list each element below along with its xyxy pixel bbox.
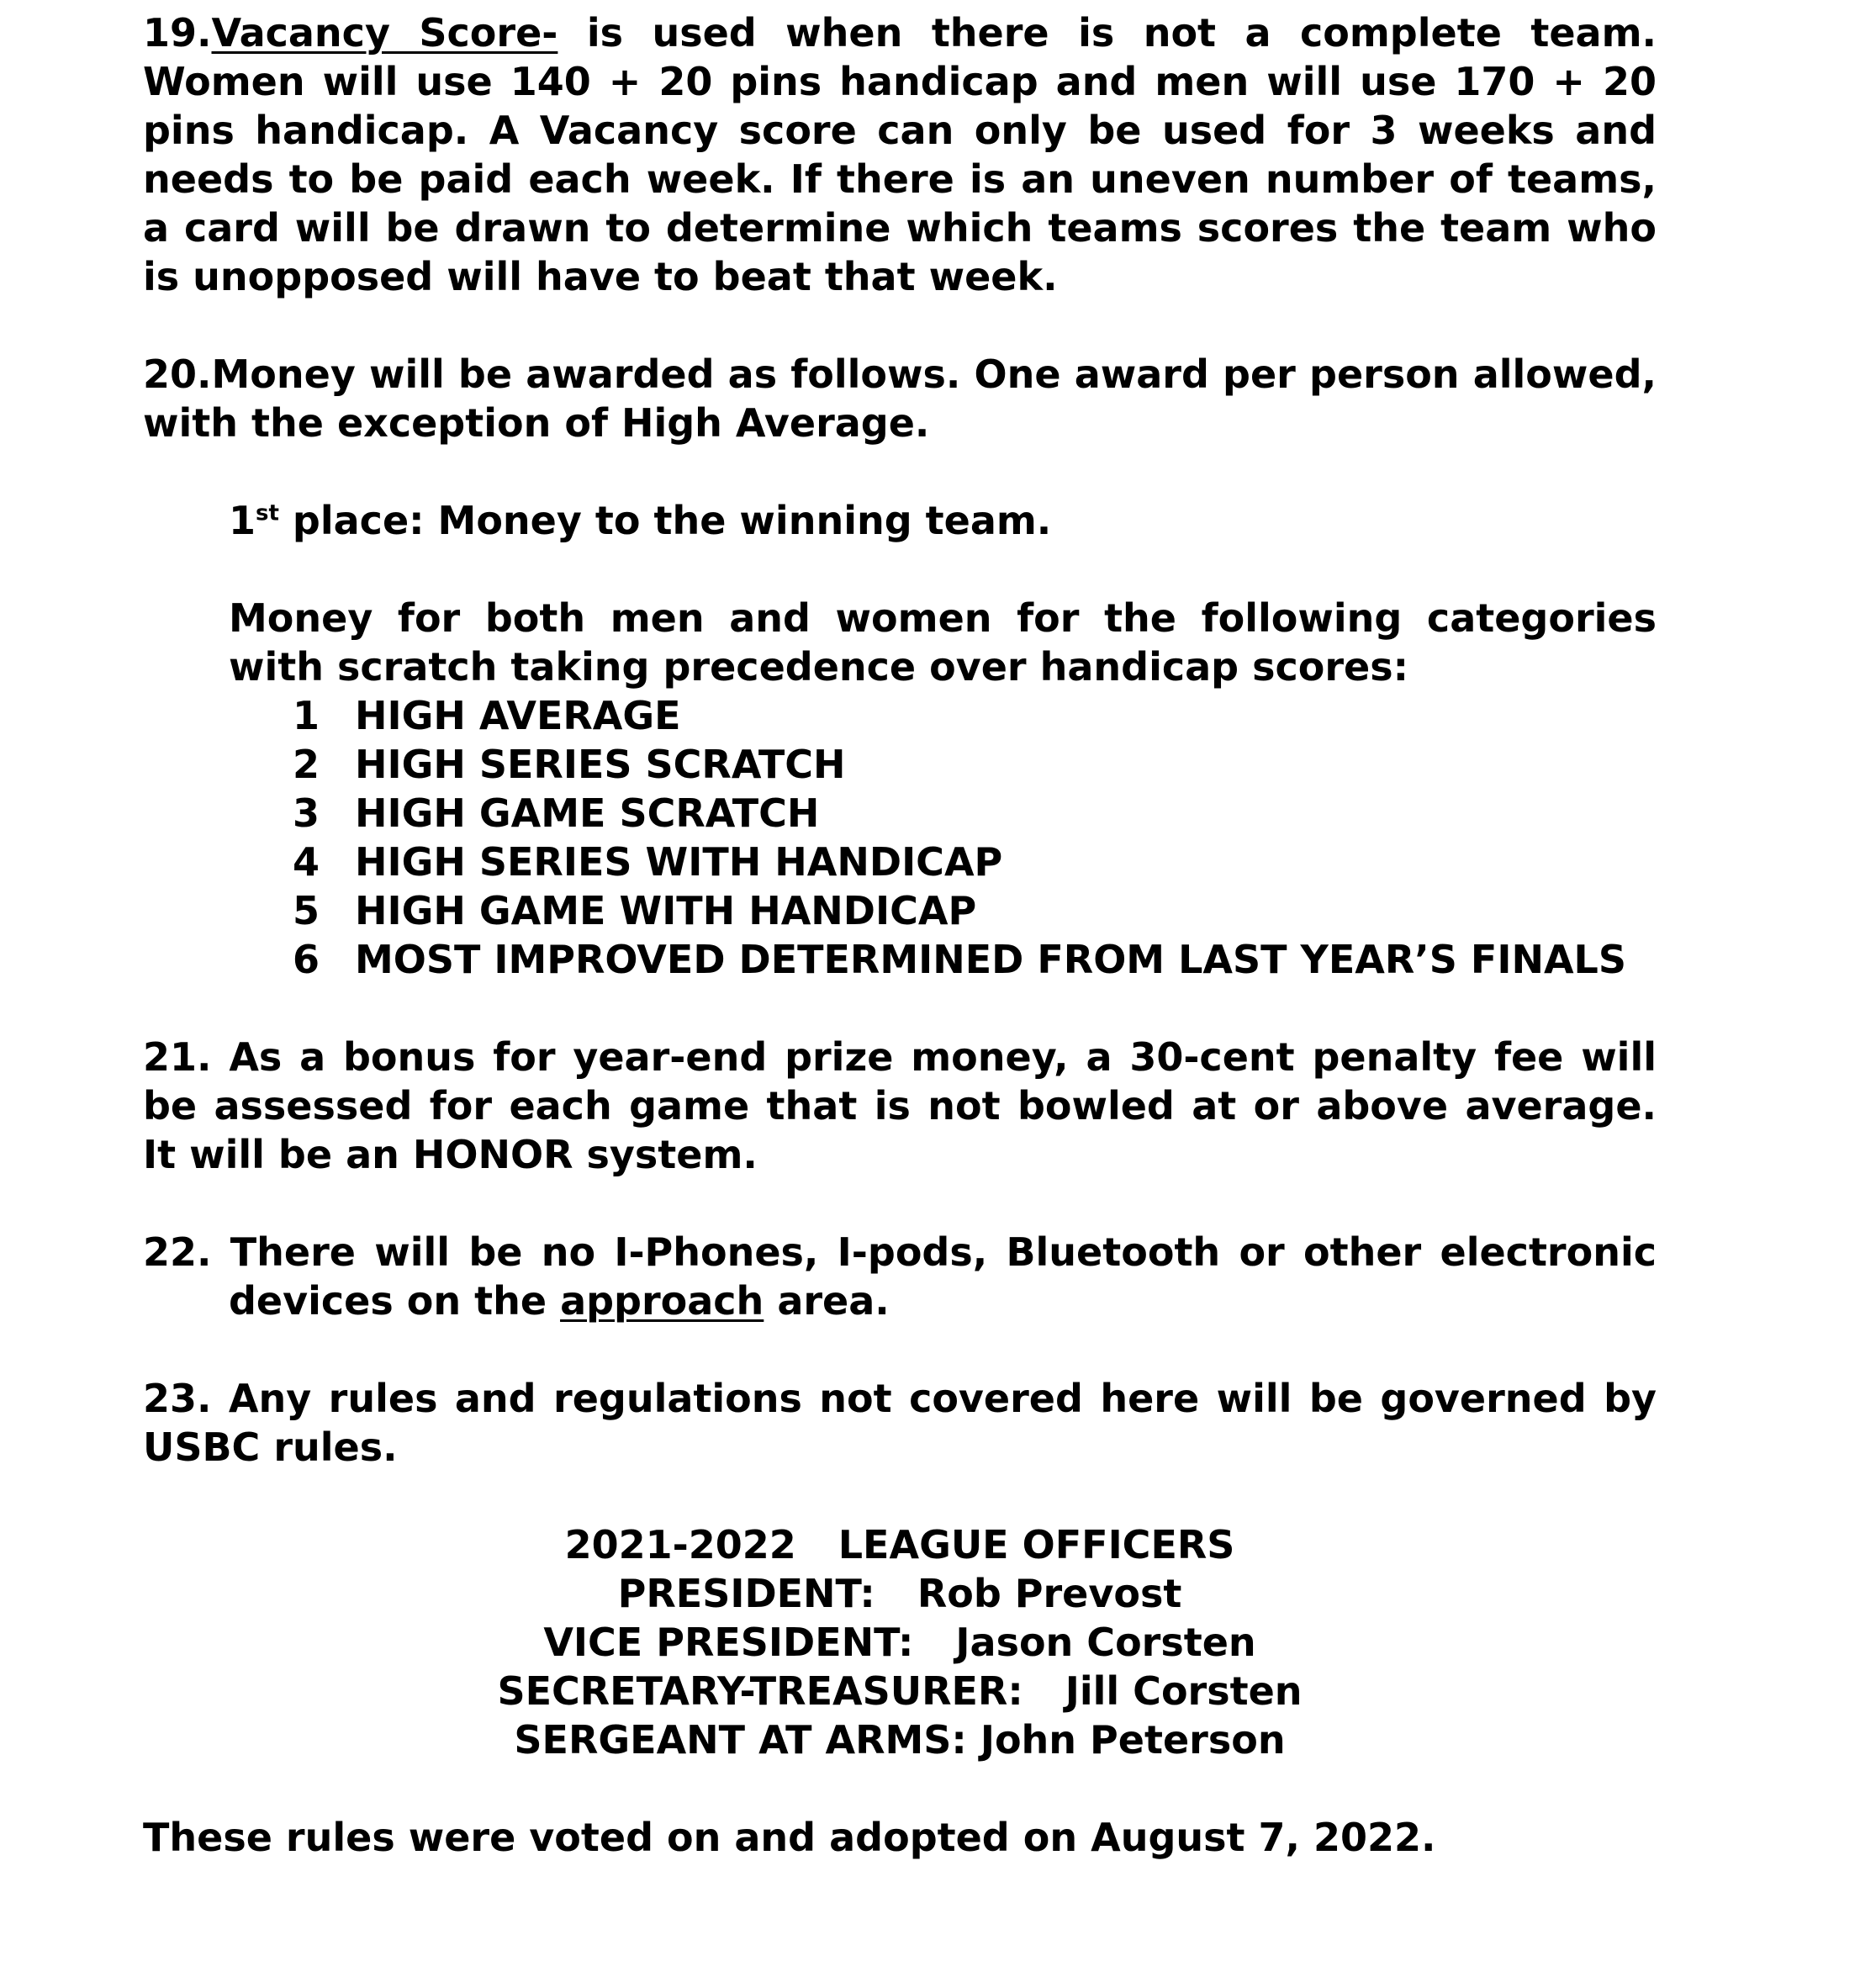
first-place-line — [143, 496, 1657, 545]
adoption-statement: These rules were voted on and adopted on August 7, 2022. — [143, 1815, 1436, 1860]
rule-22-underlined: approach — [560, 1278, 764, 1324]
rule-19-term: Vacancy Score- — [211, 10, 558, 56]
spacer — [143, 1472, 1657, 1520]
document-page — [143, 8, 1657, 1862]
categories-list — [143, 691, 1657, 984]
officers-heading — [143, 1520, 1657, 1569]
spacer — [143, 1179, 1657, 1228]
officer-secretary-treasurer — [143, 1667, 1657, 1715]
spacer — [143, 1325, 1657, 1374]
list-item — [293, 789, 1657, 838]
spacer — [143, 447, 1657, 496]
categories-intro: Money for both men and women for the following categories with scratch taking precedence over handicap scores: — [229, 595, 1657, 690]
spacer — [143, 1764, 1657, 1813]
category-number: 1 — [293, 693, 320, 738]
president-name: Rob Prevost — [917, 1571, 1182, 1616]
rule-19-number: 19. — [143, 10, 212, 56]
category-label: HIGH AVERAGE — [355, 693, 681, 738]
rule-19 — [143, 8, 1657, 301]
rule-19-text: is used when there is not a complete team. Women will use 140 + 20 pins handicap and men will use 170 + 20 pins handicap. A Vacancy score can only be used for 3 weeks and needs to be paid each week. If there is an uneven number of teams, a card will be drawn to determine which teams scores the team who is unopposed will have to beat that week. — [143, 10, 1657, 299]
rule-22-before: 22. There will be no I-Phones, I-pods, Bluetooth or other electronic devices on the — [143, 1229, 1657, 1324]
category-number: 2 — [293, 742, 320, 787]
category-number: 6 — [293, 937, 320, 982]
list-item — [293, 935, 1657, 984]
category-label: HIGH SERIES WITH HANDICAP — [355, 839, 1003, 885]
officer-president — [143, 1569, 1657, 1618]
category-label: HIGH GAME WITH HANDICAP — [355, 888, 977, 933]
sergeant-name: John Peterson — [980, 1717, 1286, 1763]
president-label: PRESIDENT: — [617, 1571, 875, 1616]
rule-22 — [143, 1228, 1657, 1325]
vice-president-name: Jason Corsten — [955, 1620, 1256, 1665]
category-number: 3 — [293, 790, 320, 836]
spacer — [143, 545, 1657, 594]
spacer — [143, 301, 1657, 350]
rule-23: 23. Any rules and regulations not covered here will be governed by USBC rules. — [143, 1376, 1657, 1470]
rule-22-after: area. — [764, 1278, 890, 1324]
first-place-num: 1 — [229, 498, 256, 543]
first-place-text: place: Money to the winning team. — [278, 498, 1052, 543]
officer-sergeant-at-arms — [143, 1715, 1657, 1764]
category-label: MOST IMPROVED DETERMINED FROM LAST YEAR’S FINALS — [355, 937, 1626, 982]
officer-vice-president — [143, 1618, 1657, 1667]
spacer — [143, 984, 1657, 1033]
category-label: HIGH SERIES SCRATCH — [355, 742, 846, 787]
league-officers — [143, 1520, 1657, 1764]
category-label: HIGH GAME SCRATCH — [355, 790, 820, 836]
list-item — [293, 691, 1657, 740]
rule-20: 20.Money will be awarded as follows. One award per person allowed, with the exception of High Average. — [143, 352, 1657, 446]
secretary-name: Jill Corsten — [1065, 1668, 1303, 1714]
first-place-sup: st — [256, 500, 279, 526]
list-item — [293, 838, 1657, 886]
list-item — [293, 740, 1657, 789]
category-number: 4 — [293, 839, 320, 885]
vice-president-label: VICE PRESIDENT: — [543, 1620, 914, 1665]
sergeant-label: SERGEANT AT ARMS: — [514, 1717, 967, 1763]
rule-21: 21. As a bonus for year-end prize money, a 30-cent penalty fee will be assessed for each game that is not bowled at or above average. It will be an HONOR system. — [143, 1034, 1657, 1177]
officers-heading-label: LEAGUE OFFICERS — [838, 1522, 1235, 1567]
category-number: 5 — [293, 888, 320, 933]
list-item — [293, 886, 1657, 935]
officers-year: 2021-2022 — [564, 1522, 796, 1567]
secretary-label: SECRETARY-TREASURER: — [497, 1668, 1023, 1714]
